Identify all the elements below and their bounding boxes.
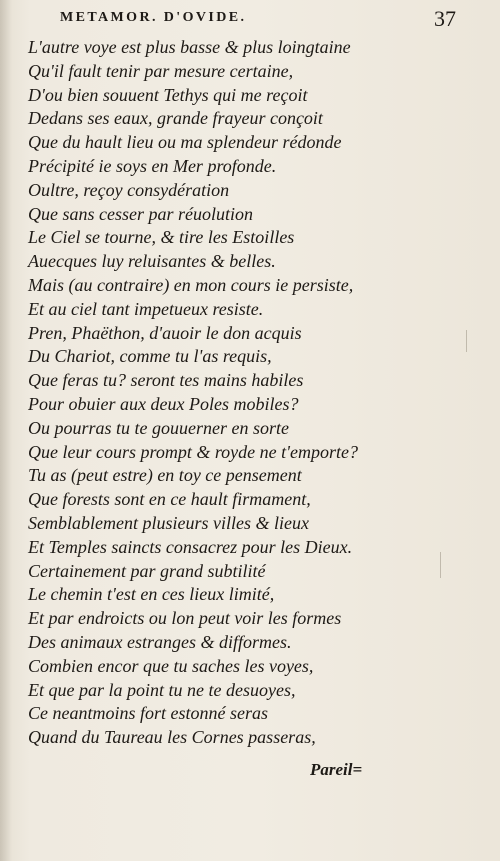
verse-line: Pren, Phaëthon, d'auoir le don acquis bbox=[28, 322, 302, 343]
verse-line: Que sans cesser par réuolution bbox=[28, 203, 253, 224]
verse-line: Mais (au contraire) en mon cours ie persiste, bbox=[28, 274, 354, 295]
verse-line: Certainement par grand subtilité bbox=[28, 560, 266, 581]
verse-line: Et au ciel tant impetueux resiste. bbox=[28, 298, 264, 319]
verse-line: Oultre, reçoy consydération bbox=[28, 179, 230, 200]
verse-line: Combien encor que tu saches les voyes, bbox=[28, 655, 314, 676]
verse-line: Et que par la point tu ne te desuoyes, bbox=[28, 679, 296, 700]
verse-line: Dedans ses eaux, grande frayeur conçoit bbox=[28, 108, 323, 129]
verse-line: Ce neantmoins fort estonné seras bbox=[28, 703, 268, 724]
verse-line: Des animaux estranges & difformes. bbox=[28, 631, 292, 652]
paper-mark bbox=[440, 552, 441, 578]
page-number: 37 bbox=[434, 6, 456, 31]
verse-line: D'ou bien souuent Tethys qui me reçoit bbox=[28, 84, 308, 105]
verse-line: Semblablement plusieurs villes & lieux bbox=[28, 512, 309, 533]
running-head: METAMOR. D'OVIDE. bbox=[60, 10, 247, 25]
verse-line: Auecques luy reluisantes & belles. bbox=[28, 251, 276, 272]
verse-line: Le Ciel se tourne, & tire les Estoilles bbox=[28, 227, 295, 248]
verse-line: Qu'il fault tenir par mesure certaine, bbox=[28, 60, 294, 81]
verse-line: Pour obuier aux deux Poles mobiles? bbox=[28, 393, 299, 414]
verse-line: Précipité ie soys en Mer profonde. bbox=[28, 155, 277, 176]
verse-block bbox=[28, 36, 378, 750]
verse-line: Le chemin t'est en ces lieux limité, bbox=[28, 584, 275, 605]
verse-line: Que feras tu? seront tes mains habiles bbox=[28, 370, 304, 391]
verse-line: Tu as (peut estre) en toy ce pensement bbox=[28, 465, 302, 486]
paper-mark bbox=[466, 330, 467, 352]
catchword: Pareil= bbox=[310, 760, 363, 779]
verse-line: Et Temples saincts consacrez pour les Dieux. bbox=[28, 536, 353, 557]
verse-line: Ou pourras tu te gouuerner en sorte bbox=[28, 417, 289, 438]
verse-line: Que du hault lieu ou ma splendeur rédonde bbox=[28, 132, 342, 153]
gutter-shadow bbox=[0, 0, 12, 861]
verse-line: Et par endroicts ou lon peut voir les formes bbox=[28, 608, 342, 629]
verse-line: Que forests sont en ce hault firmament, bbox=[28, 489, 311, 510]
verse-line: L'autre voye est plus basse & plus loingtaine bbox=[28, 37, 351, 57]
verse-line: Du Chariot, comme tu l'as requis, bbox=[28, 346, 272, 367]
verse-line: Que leur cours prompt & royde ne t'emporte? bbox=[28, 441, 358, 462]
verse-line: Quand du Taureau les Cornes passeras, bbox=[28, 727, 316, 748]
